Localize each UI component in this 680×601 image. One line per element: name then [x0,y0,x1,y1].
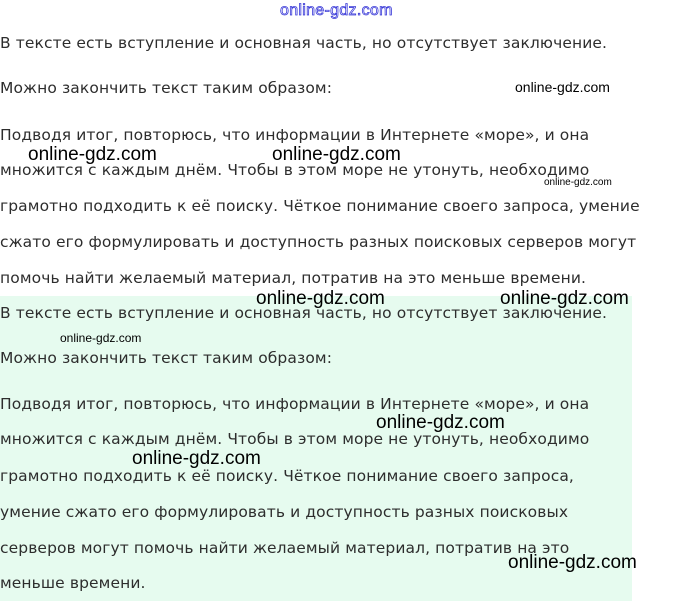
watermark-2: online-gdz.com [28,144,157,165]
watermark-1: online-gdz.com [515,79,610,95]
block1-paragraph-line-5: помочь найти желаемый материал, потратив на это меньше времени. [0,269,587,287]
watermark-4: online-gdz.com [544,177,612,188]
watermark-9: online-gdz.com [132,448,261,469]
block2-paragraph-line-2: множится с каждым днём. Чтобы в этом море не утонуть, необходимо [0,430,590,448]
block2-lead-line: Можно закончить текст таким образом: [0,349,333,367]
block2-paragraph-line-6: меньше времени. [0,574,146,592]
block2-paragraph-line-3: грамотно подходить к её поиску. Чёткое понимание своего запроса, [0,467,574,485]
block1-intro-line: В тексте есть вступление и основная часть, но отсутствует заключение. [0,34,608,52]
watermark-top: online-gdz.com [280,2,393,19]
watermark-6: online-gdz.com [500,288,629,309]
block2-intro-line: В тексте есть вступление и основная часть, но отсутствует заключение. [0,304,608,322]
block1-lead-line: Можно закончить текст таким образом: [0,79,333,97]
block2-paragraph-line-4: умение сжато его формулировать и доступность разных поисковых [0,503,569,521]
watermark-8: online-gdz.com [376,412,505,433]
block1-paragraph-line-1: Подводя итог, повторюсь, что информации в Интернете «море», и она [0,126,590,144]
block1-paragraph-line-2: множится с каждым днём. Чтобы в этом море не утонуть, необходимо [0,161,590,179]
watermark-5: online-gdz.com [256,288,385,309]
block1-paragraph-line-4: сжато его формулировать и доступность разных поисковых серверов могут [0,233,637,251]
block2-paragraph-line-5: серверов могут помочь найти желаемый материал, потратив на это [0,539,570,557]
watermark-3: online-gdz.com [272,144,401,165]
block2-paragraph-line-1: Подводя итог, повторюсь, что информации в Интернете «море», и она [0,395,590,413]
watermark-10: online-gdz.com [508,552,637,573]
block1-paragraph-line-3: грамотно подходить к её поиску. Чёткое понимание своего запроса, умение [0,197,640,215]
watermark-7: online-gdz.com [60,331,142,345]
